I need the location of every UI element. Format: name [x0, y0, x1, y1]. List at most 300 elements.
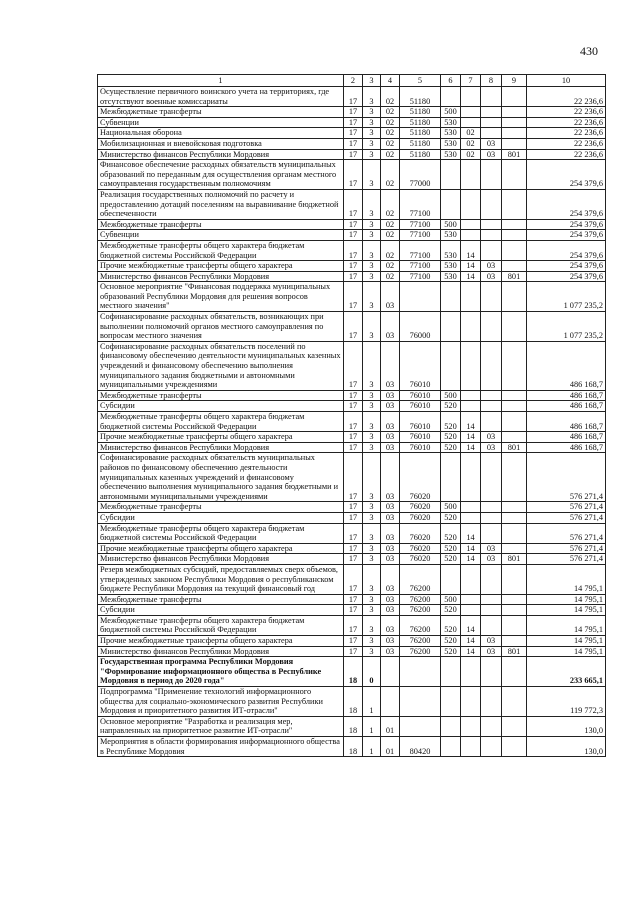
cell-c10: 233 665,1 — [527, 657, 606, 687]
cell-c4: 03 — [381, 401, 400, 412]
cell-c10: 486 168,7 — [527, 442, 606, 453]
cell-c5: 80420 — [400, 737, 441, 757]
cell-c2: 18 — [344, 657, 363, 687]
cell-c6: 500 — [441, 502, 461, 513]
cell-c6: 520 — [441, 554, 461, 565]
cell-c10: 14 795,1 — [527, 564, 606, 594]
cell-c10: 486 168,7 — [527, 412, 606, 432]
cell-c8: 03 — [481, 138, 502, 149]
cell-c8 — [481, 390, 502, 401]
cell-c5: 77100 — [400, 189, 441, 219]
cell-c9 — [502, 219, 527, 230]
table-row — [98, 657, 606, 687]
cell-c8 — [481, 189, 502, 219]
table-row — [98, 149, 606, 160]
cell-c4: 02 — [381, 271, 400, 282]
cell-c8 — [481, 605, 502, 616]
table-row — [98, 737, 606, 757]
cell-c4: 02 — [381, 107, 400, 118]
cell-c6 — [441, 87, 461, 107]
table-row — [98, 543, 606, 554]
cell-c4: 03 — [381, 282, 400, 312]
cell-c9 — [502, 687, 527, 717]
cell-c9 — [502, 160, 527, 190]
cell-c4: 03 — [381, 453, 400, 502]
row-name-cell: Прочие межбюджетные трансферты общего характера — [98, 432, 344, 443]
cell-c10: 14 795,1 — [527, 605, 606, 616]
column-header-9: 9 — [502, 75, 527, 87]
row-name-cell: Прочие межбюджетные трансферты общего характера — [98, 261, 344, 272]
cell-c2: 17 — [344, 502, 363, 513]
cell-c5: 76200 — [400, 605, 441, 616]
cell-c7: 14 — [461, 432, 481, 443]
table-row — [98, 442, 606, 453]
cell-c4: 03 — [381, 432, 400, 443]
cell-c5 — [400, 687, 441, 717]
cell-c6: 520 — [441, 605, 461, 616]
cell-c9 — [502, 432, 527, 443]
cell-c8 — [481, 341, 502, 390]
row-name-cell: Субвенции — [98, 117, 344, 128]
cell-c10: 14 795,1 — [527, 615, 606, 635]
cell-c4: 03 — [381, 554, 400, 565]
cell-c5: 76020 — [400, 543, 441, 554]
cell-c2: 17 — [344, 219, 363, 230]
cell-c3: 3 — [363, 128, 381, 139]
cell-c6 — [441, 687, 461, 717]
cell-c2: 18 — [344, 737, 363, 757]
cell-c8 — [481, 594, 502, 605]
cell-c9 — [502, 117, 527, 128]
table-body — [98, 87, 606, 757]
cell-c9 — [502, 716, 527, 736]
cell-c2: 18 — [344, 687, 363, 717]
cell-c6: 500 — [441, 219, 461, 230]
cell-c7: 14 — [461, 554, 481, 565]
cell-c7 — [461, 594, 481, 605]
cell-c7 — [461, 87, 481, 107]
cell-c10: 486 168,7 — [527, 432, 606, 443]
cell-c5: 77100 — [400, 240, 441, 260]
cell-c4: 02 — [381, 240, 400, 260]
cell-c4: 02 — [381, 138, 400, 149]
cell-c5: 76200 — [400, 594, 441, 605]
cell-c3: 3 — [363, 605, 381, 616]
cell-c2: 17 — [344, 636, 363, 647]
cell-c7: 14 — [461, 646, 481, 657]
cell-c6 — [441, 737, 461, 757]
cell-c3: 1 — [363, 716, 381, 736]
cell-c7: 14 — [461, 261, 481, 272]
cell-c7 — [461, 605, 481, 616]
cell-c3: 3 — [363, 138, 381, 149]
row-name-cell: Основное мероприятие "Разработка и реализация мер, направленных на приоритетное развитие ИТ-отрасли" — [98, 716, 344, 736]
cell-c6 — [441, 189, 461, 219]
cell-c7 — [461, 160, 481, 190]
cell-c4: 02 — [381, 128, 400, 139]
cell-c8 — [481, 117, 502, 128]
table-row — [98, 271, 606, 282]
cell-c4: 01 — [381, 716, 400, 736]
cell-c10: 254 379,6 — [527, 261, 606, 272]
cell-c10: 254 379,6 — [527, 271, 606, 282]
cell-c7 — [461, 657, 481, 687]
cell-c10: 22 236,6 — [527, 128, 606, 139]
row-name-cell: Межбюджетные трансферты — [98, 219, 344, 230]
row-name-cell: Министерство финансов Республики Мордовия — [98, 271, 344, 282]
cell-c2: 17 — [344, 149, 363, 160]
cell-c5: 77100 — [400, 261, 441, 272]
row-name-cell: Субвенции — [98, 230, 344, 241]
cell-c2: 17 — [344, 390, 363, 401]
cell-c9 — [502, 261, 527, 272]
cell-c9 — [502, 564, 527, 594]
table-row — [98, 341, 606, 390]
cell-c8 — [481, 230, 502, 241]
cell-c8 — [481, 87, 502, 107]
table-row — [98, 523, 606, 543]
cell-c9 — [502, 312, 527, 342]
row-name-cell: Министерство финансов Республики Мордовия — [98, 554, 344, 565]
cell-c5: 76010 — [400, 412, 441, 432]
cell-c2: 17 — [344, 543, 363, 554]
cell-c2: 17 — [344, 107, 363, 118]
cell-c3: 3 — [363, 453, 381, 502]
cell-c4: 03 — [381, 412, 400, 432]
cell-c4: 02 — [381, 160, 400, 190]
cell-c4: 02 — [381, 117, 400, 128]
cell-c8 — [481, 240, 502, 260]
cell-c4: 03 — [381, 341, 400, 390]
table-row — [98, 594, 606, 605]
cell-c5: 51180 — [400, 138, 441, 149]
table-row — [98, 605, 606, 616]
table-row — [98, 138, 606, 149]
table-row — [98, 615, 606, 635]
table-row — [98, 87, 606, 107]
cell-c8: 03 — [481, 271, 502, 282]
row-name-cell: Межбюджетные трансферты — [98, 594, 344, 605]
cell-c3: 3 — [363, 87, 381, 107]
cell-c9 — [502, 138, 527, 149]
cell-c6: 520 — [441, 512, 461, 523]
cell-c3: 3 — [363, 502, 381, 513]
table-row — [98, 636, 606, 647]
cell-c8: 03 — [481, 636, 502, 647]
cell-c10: 254 379,6 — [527, 230, 606, 241]
cell-c9 — [502, 737, 527, 757]
cell-c3: 3 — [363, 564, 381, 594]
cell-c6 — [441, 160, 461, 190]
cell-c5: 77000 — [400, 160, 441, 190]
cell-c5: 76020 — [400, 502, 441, 513]
column-header-2: 2 — [344, 75, 363, 87]
cell-c6: 520 — [441, 646, 461, 657]
cell-c6: 530 — [441, 240, 461, 260]
cell-c2: 17 — [344, 554, 363, 565]
cell-c4 — [381, 687, 400, 717]
cell-c4: 03 — [381, 564, 400, 594]
cell-c9: 801 — [502, 554, 527, 565]
cell-c6: 530 — [441, 149, 461, 160]
cell-c9: 801 — [502, 646, 527, 657]
cell-c6 — [441, 564, 461, 594]
cell-c2: 17 — [344, 453, 363, 502]
cell-c8 — [481, 523, 502, 543]
cell-c2: 17 — [344, 512, 363, 523]
cell-c7 — [461, 230, 481, 241]
cell-c8 — [481, 512, 502, 523]
cell-c5: 76200 — [400, 615, 441, 635]
cell-c7: 02 — [461, 128, 481, 139]
cell-c8 — [481, 453, 502, 502]
cell-c10: 576 271,4 — [527, 453, 606, 502]
cell-c7 — [461, 219, 481, 230]
cell-c8 — [481, 160, 502, 190]
cell-c3: 3 — [363, 341, 381, 390]
cell-c3: 0 — [363, 657, 381, 687]
cell-c3: 3 — [363, 432, 381, 443]
cell-c6 — [441, 341, 461, 390]
cell-c9 — [502, 636, 527, 647]
cell-c7 — [461, 341, 481, 390]
cell-c3: 3 — [363, 412, 381, 432]
column-header-5: 5 — [400, 75, 441, 87]
cell-c6 — [441, 716, 461, 736]
cell-c10: 22 236,6 — [527, 149, 606, 160]
cell-c10: 254 379,6 — [527, 240, 606, 260]
cell-c9 — [502, 401, 527, 412]
cell-c9 — [502, 230, 527, 241]
cell-c8 — [481, 737, 502, 757]
cell-c6: 500 — [441, 107, 461, 118]
column-header-4: 4 — [381, 75, 400, 87]
cell-c9 — [502, 512, 527, 523]
cell-c10: 254 379,6 — [527, 219, 606, 230]
row-name-cell: Межбюджетные трансферты общего характера бюджетам бюджетной системы Российской Федерации — [98, 523, 344, 543]
cell-c5: 77100 — [400, 219, 441, 230]
cell-c10: 576 271,4 — [527, 502, 606, 513]
header-row — [98, 75, 606, 87]
cell-c10: 22 236,6 — [527, 107, 606, 118]
cell-c7: 14 — [461, 271, 481, 282]
cell-c7: 14 — [461, 412, 481, 432]
table-row — [98, 453, 606, 502]
row-name-cell: Прочие межбюджетные трансферты общего характера — [98, 543, 344, 554]
cell-c10: 1 077 235,2 — [527, 312, 606, 342]
row-name-cell: Мероприятия в области формирования информационного общества в Республике Мордовия — [98, 737, 344, 757]
cell-c10: 576 271,4 — [527, 543, 606, 554]
cell-c9: 801 — [502, 149, 527, 160]
cell-c3: 3 — [363, 523, 381, 543]
table-row — [98, 312, 606, 342]
cell-c10: 576 271,4 — [527, 512, 606, 523]
cell-c6: 520 — [441, 401, 461, 412]
table-row — [98, 128, 606, 139]
cell-c2: 17 — [344, 128, 363, 139]
cell-c6: 530 — [441, 230, 461, 241]
cell-c6: 500 — [441, 594, 461, 605]
cell-c2: 17 — [344, 189, 363, 219]
cell-c3: 3 — [363, 636, 381, 647]
row-name-cell: Подпрограмма "Применение технологий информационного общества для социально-экономического развития Республики Мордовия и приоритетного развития ИТ-отрасли" — [98, 687, 344, 717]
cell-c5 — [400, 282, 441, 312]
row-name-cell: Межбюджетные трансферты — [98, 502, 344, 513]
cell-c9: 801 — [502, 442, 527, 453]
cell-c4: 03 — [381, 615, 400, 635]
row-name-cell: Мобилизационная и вневойсковая подготовка — [98, 138, 344, 149]
cell-c7 — [461, 502, 481, 513]
cell-c3: 3 — [363, 401, 381, 412]
cell-c7 — [461, 401, 481, 412]
cell-c9 — [502, 87, 527, 107]
cell-c10: 486 168,7 — [527, 390, 606, 401]
table-row — [98, 432, 606, 443]
cell-c6: 530 — [441, 261, 461, 272]
cell-c5: 76000 — [400, 312, 441, 342]
cell-c8 — [481, 564, 502, 594]
cell-c6: 530 — [441, 128, 461, 139]
cell-c10: 22 236,6 — [527, 138, 606, 149]
row-name-cell: Межбюджетные трансферты общего характера бюджетам бюджетной системы Российской Федерации — [98, 412, 344, 432]
column-header-10: 10 — [527, 75, 606, 87]
cell-c7 — [461, 117, 481, 128]
cell-c9 — [502, 615, 527, 635]
cell-c5: 51180 — [400, 128, 441, 139]
row-name-cell: Министерство финансов Республики Мордовия — [98, 149, 344, 160]
cell-c9 — [502, 282, 527, 312]
cell-c10: 576 271,4 — [527, 523, 606, 543]
table-row — [98, 219, 606, 230]
cell-c10: 486 168,7 — [527, 401, 606, 412]
cell-c9 — [502, 341, 527, 390]
cell-c8 — [481, 502, 502, 513]
cell-c2: 17 — [344, 160, 363, 190]
cell-c2: 17 — [344, 594, 363, 605]
cell-c3: 3 — [363, 271, 381, 282]
cell-c3: 3 — [363, 390, 381, 401]
cell-c2: 17 — [344, 401, 363, 412]
cell-c3: 3 — [363, 107, 381, 118]
row-name-cell: Прочие межбюджетные трансферты общего характера — [98, 636, 344, 647]
cell-c4: 03 — [381, 543, 400, 554]
row-name-cell: Межбюджетные трансферты общего характера бюджетам бюджетной системы Российской Федерации — [98, 240, 344, 260]
cell-c8: 03 — [481, 432, 502, 443]
cell-c8 — [481, 107, 502, 118]
cell-c10: 576 271,4 — [527, 554, 606, 565]
cell-c9 — [502, 240, 527, 260]
cell-c7: 14 — [461, 636, 481, 647]
row-name-cell: Субсидии — [98, 512, 344, 523]
cell-c7 — [461, 512, 481, 523]
cell-c6: 520 — [441, 636, 461, 647]
cell-c2: 17 — [344, 523, 363, 543]
cell-c7: 14 — [461, 442, 481, 453]
cell-c2: 17 — [344, 240, 363, 260]
cell-c7 — [461, 687, 481, 717]
cell-c10: 14 795,1 — [527, 594, 606, 605]
cell-c4: 03 — [381, 605, 400, 616]
column-header-6: 6 — [441, 75, 461, 87]
cell-c4: 01 — [381, 737, 400, 757]
cell-c9 — [502, 390, 527, 401]
cell-c3: 3 — [363, 646, 381, 657]
cell-c3: 3 — [363, 594, 381, 605]
cell-c9 — [502, 189, 527, 219]
table-row — [98, 390, 606, 401]
cell-c5: 77100 — [400, 230, 441, 241]
cell-c2: 17 — [344, 564, 363, 594]
table-row — [98, 160, 606, 190]
cell-c2: 17 — [344, 605, 363, 616]
budget-table — [97, 74, 606, 757]
cell-c7 — [461, 312, 481, 342]
cell-c7 — [461, 189, 481, 219]
cell-c10: 22 236,6 — [527, 117, 606, 128]
cell-c5: 77100 — [400, 271, 441, 282]
cell-c3: 3 — [363, 240, 381, 260]
column-header-7: 7 — [461, 75, 481, 87]
cell-c6: 520 — [441, 523, 461, 543]
row-name-cell: Субсидии — [98, 401, 344, 412]
cell-c8 — [481, 401, 502, 412]
cell-c9 — [502, 502, 527, 513]
cell-c8: 03 — [481, 554, 502, 565]
table-row — [98, 716, 606, 736]
cell-c3: 3 — [363, 160, 381, 190]
row-name-cell: Межбюджетные трансферты — [98, 107, 344, 118]
table-row — [98, 117, 606, 128]
cell-c3: 3 — [363, 554, 381, 565]
cell-c2: 17 — [344, 442, 363, 453]
cell-c3: 3 — [363, 512, 381, 523]
table-row — [98, 230, 606, 241]
cell-c10: 14 795,1 — [527, 636, 606, 647]
cell-c10: 254 379,6 — [527, 160, 606, 190]
row-name-cell: Реализация государственных полномочий по расчету и предоставлению дотаций поселениям на выравнивание бюджетной обеспеченности — [98, 189, 344, 219]
cell-c7: 14 — [461, 615, 481, 635]
cell-c8 — [481, 282, 502, 312]
cell-c4: 02 — [381, 219, 400, 230]
cell-c3: 3 — [363, 189, 381, 219]
cell-c2: 17 — [344, 282, 363, 312]
cell-c2: 17 — [344, 230, 363, 241]
cell-c8 — [481, 716, 502, 736]
cell-c5: 76200 — [400, 636, 441, 647]
cell-c6: 530 — [441, 271, 461, 282]
cell-c5: 76020 — [400, 554, 441, 565]
row-name-cell: Софинансирование расходных обязательств, возникающих при выполнении полномочий органов местного самоуправления по вопросам местного значения — [98, 312, 344, 342]
cell-c5: 51180 — [400, 87, 441, 107]
cell-c7 — [461, 107, 481, 118]
cell-c8: 03 — [481, 442, 502, 453]
column-header-3: 3 — [363, 75, 381, 87]
cell-c8 — [481, 128, 502, 139]
row-name-cell: Осуществление первичного воинского учета на территориях, где отсутствуют военные комиссариаты — [98, 87, 344, 107]
table-row — [98, 502, 606, 513]
row-name-cell: Государственная программа Республики Мордовия "Формирование информационного общества в Республике Мордовия в период до 2020 года" — [98, 657, 344, 687]
cell-c3: 3 — [363, 442, 381, 453]
cell-c4: 03 — [381, 636, 400, 647]
cell-c5: 76010 — [400, 401, 441, 412]
cell-c2: 17 — [344, 271, 363, 282]
cell-c4: 02 — [381, 87, 400, 107]
cell-c3: 1 — [363, 737, 381, 757]
cell-c9 — [502, 657, 527, 687]
cell-c6: 520 — [441, 432, 461, 443]
cell-c4: 03 — [381, 646, 400, 657]
cell-c9 — [502, 543, 527, 554]
